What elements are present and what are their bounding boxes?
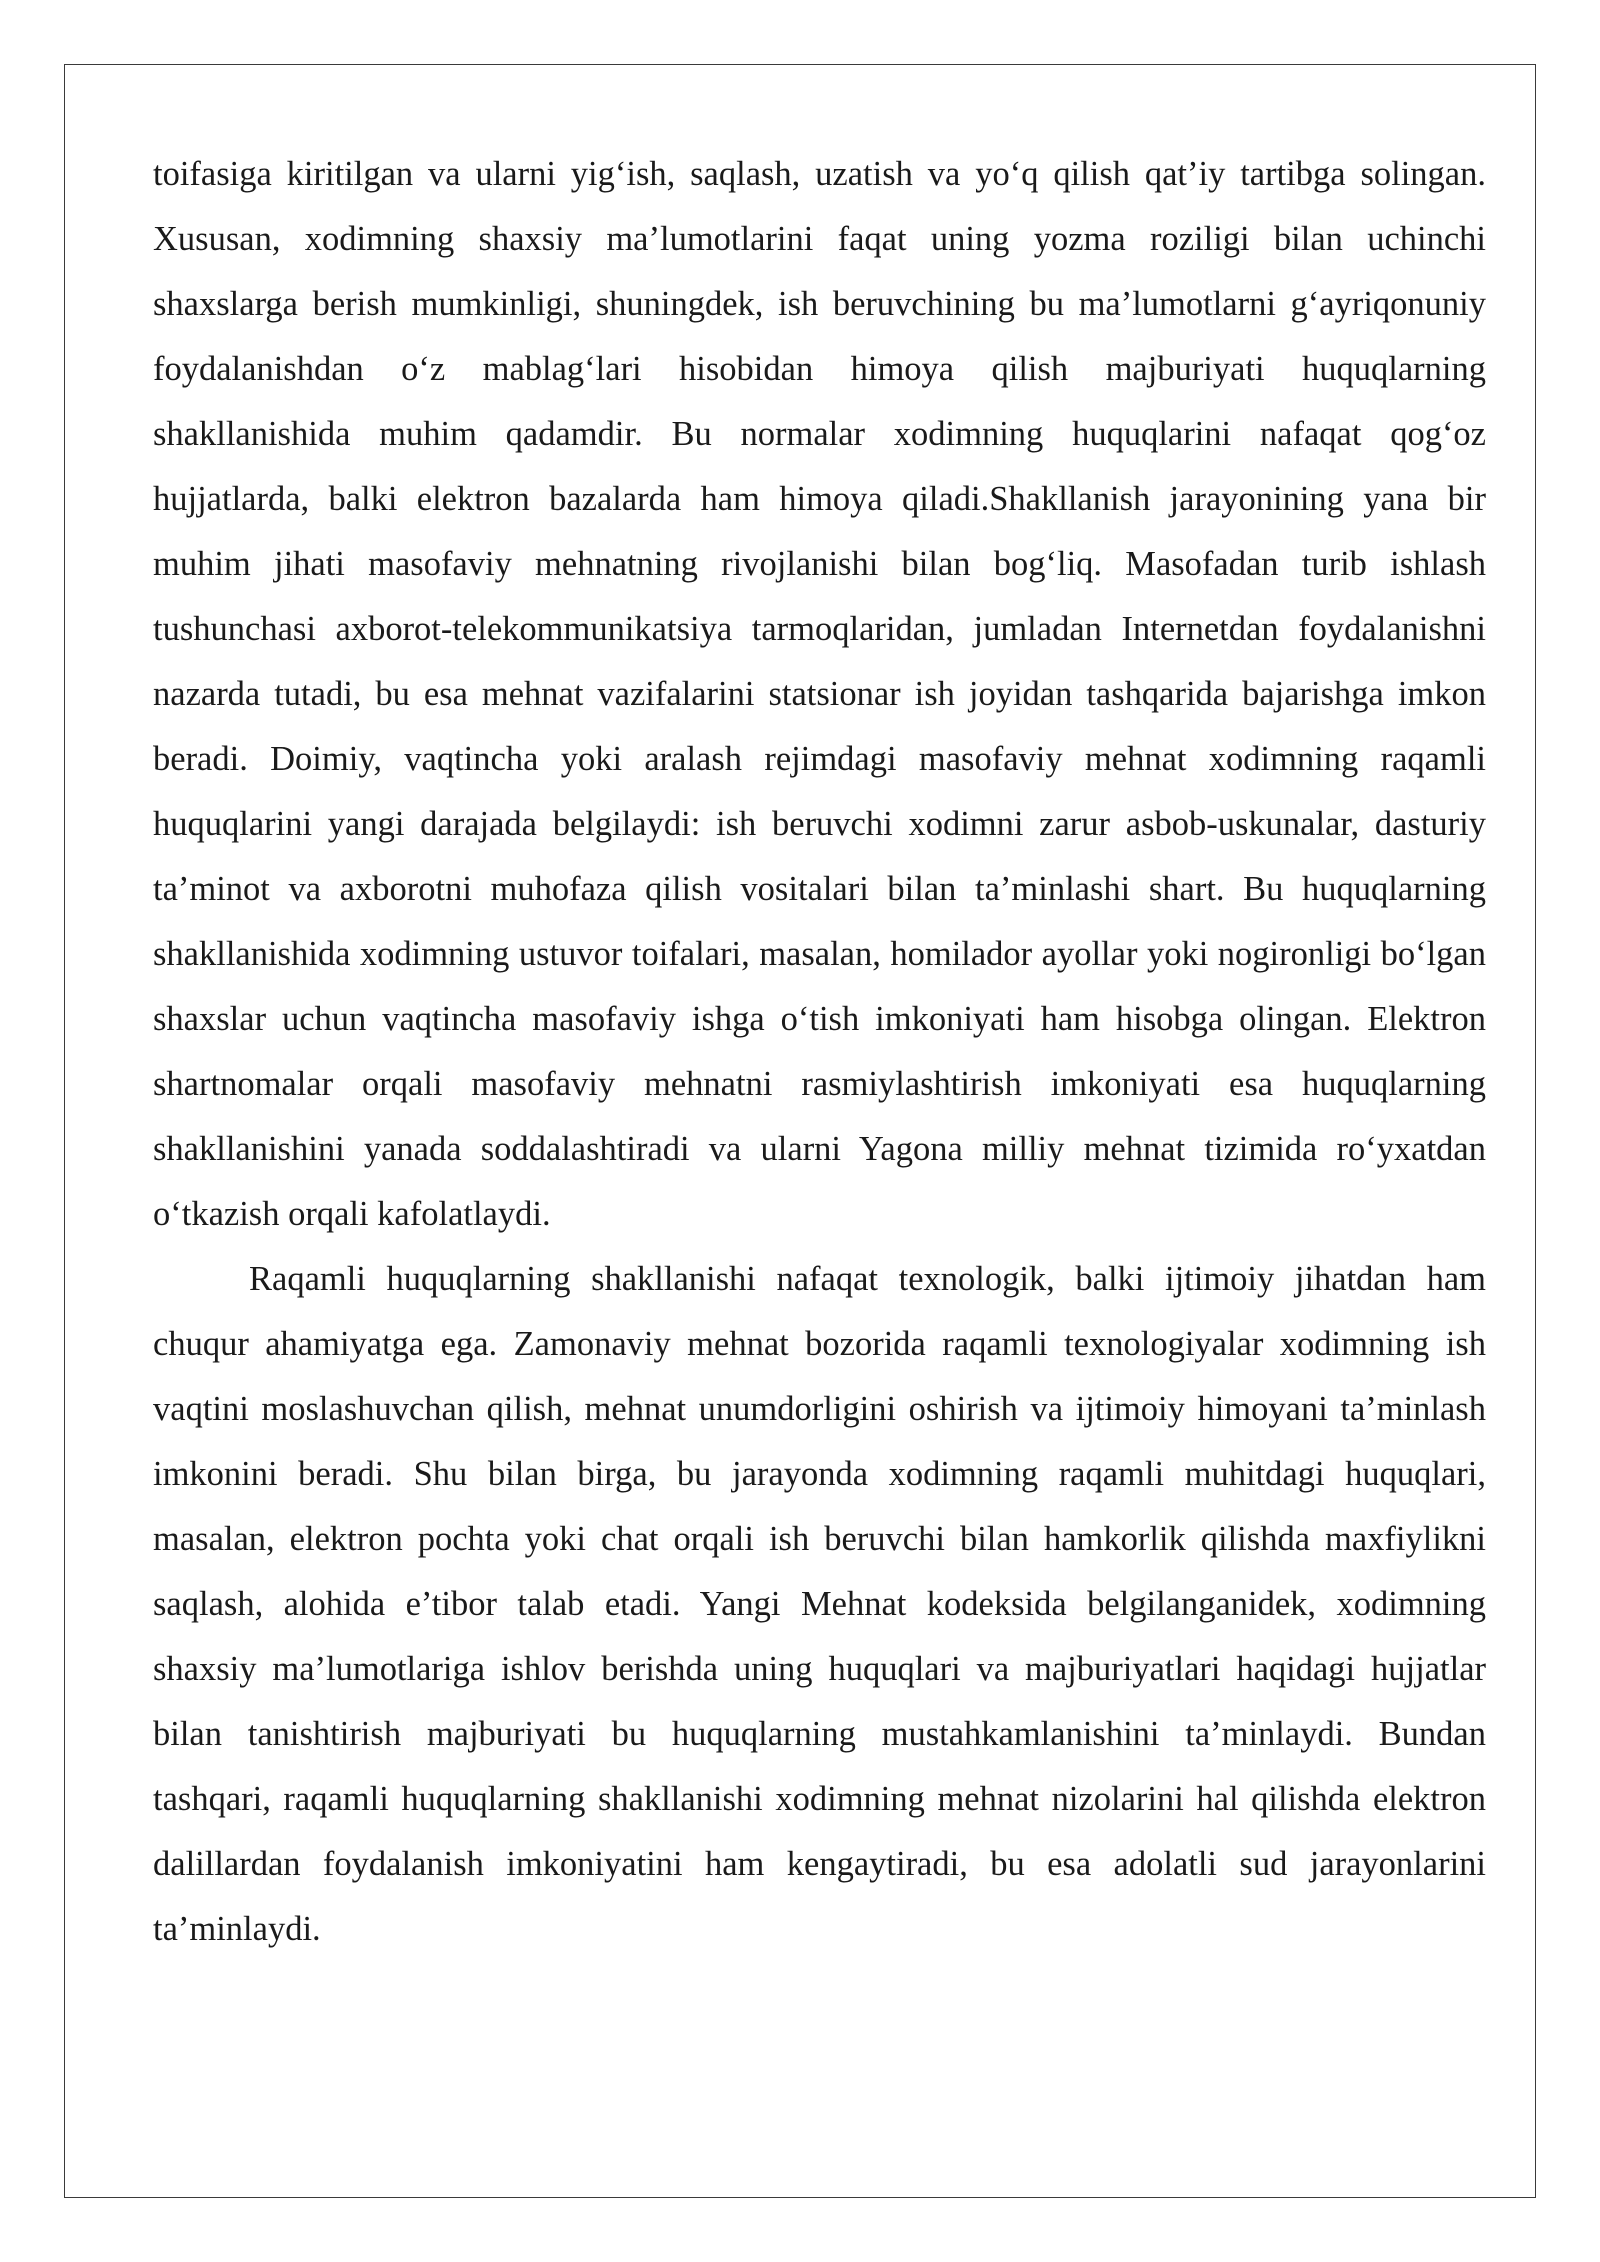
paragraph-continuation: toifasiga kiritilgan va ularni yig‘ish, saqlash, uzatish va yo‘q qilish qat’iy tartibga solingan. Xususan, xodimning shaxsiy ma’lumotlarini faqat uning yozma roziligi bilan uchinchi shaxslarga berish mumkinligi, shuningdek, ish beruvchining bu ma’lumotlarni g‘ayriqonuniy foydalanishdan o‘z mablag‘lari hisobidan himoya qilish majburiyati huquqlarning shakllanishida muhim qadamdir. Bu normalar xodimning huquqlarini nafaqat qog‘oz hujjatlarda, balki elektron bazalarda ham himoya qiladi.Shakllanish jarayonining yana bir muhim jihati masofaviy mehnatning rivojlanishi bilan bog‘liq. Masofadan turib ishlash tushunchasi axborot-telekommunikatsiya tarmoqlaridan, jumladan Internetdan foydalanishni nazarda tutadi, bu esa mehnat vazifalarini statsionar ish joyidan tashqarida bajarishga imkon beradi. Doimiy, vaqtincha yoki aralash rejimdagi masofaviy mehnat xodimning raqamli huquqlarini yangi darajada belgilaydi: ish beruvchi xodimni zarur asbob-uskunalar, dasturiy ta’minot va axborotni muhofaza qilish vositalari bilan ta’minlashi shart. Bu huquqlarning shakllanishida xodimning ustuvor toifalari, masalan, homilador ayollar yoki nogironligi bo‘lgan shaxslar uchun vaqtincha masofaviy ishga o‘tish imkoniyati ham hisobga olingan. Elektron shartnomalar orqali masofaviy mehnatni rasmiylashtirish imkoniyati esa huquqlarning shakllanishini yanada soddalashtiradi va ularni Yagona milliy mehnat tizimida ro‘yxatdan o‘tkazish orqali kafolatlaydi. [153, 155, 1486, 1233]
document-body [153, 142, 1486, 1962]
paragraph-digital-rights: Raqamli huquqlarning shakllanishi nafaqat texnologik, balki ijtimoiy jihatdan ham chuqur ahamiyatga ega. Zamonaviy mehnat bozorida raqamli texnologiyalar xodimning ish vaqtini moslashuvchan qilish, mehnat unumdorligini oshirish va ijtimoiy himoyani ta’minlash imkonini beradi. Shu bilan birga, bu jarayonda xodimning raqamli muhitdagi huquqlari, masalan, elektron pochta yoki chat orqali ish beruvchi bilan hamkorlik qilishda maxfiylikni saqlash, alohida e’tibor talab etadi. Yangi Mehnat kodeksida belgilanganidek, xodimning shaxsiy ma’lumotlariga ishlov berishda uning huquqlari va majburiyatlari haqidagi hujjatlar bilan tanishtirish majburiyati bu huquqlarning mustahkamlanishini ta’minlaydi. Bundan tashqari, raqamli huquqlarning shakllanishi xodimning mehnat nizolarini hal qilishda elektron dalillardan foydalanish imkoniyatini ham kengaytiradi, bu esa adolatli sud jarayonlarini ta’minlaydi. [153, 1260, 1486, 1948]
